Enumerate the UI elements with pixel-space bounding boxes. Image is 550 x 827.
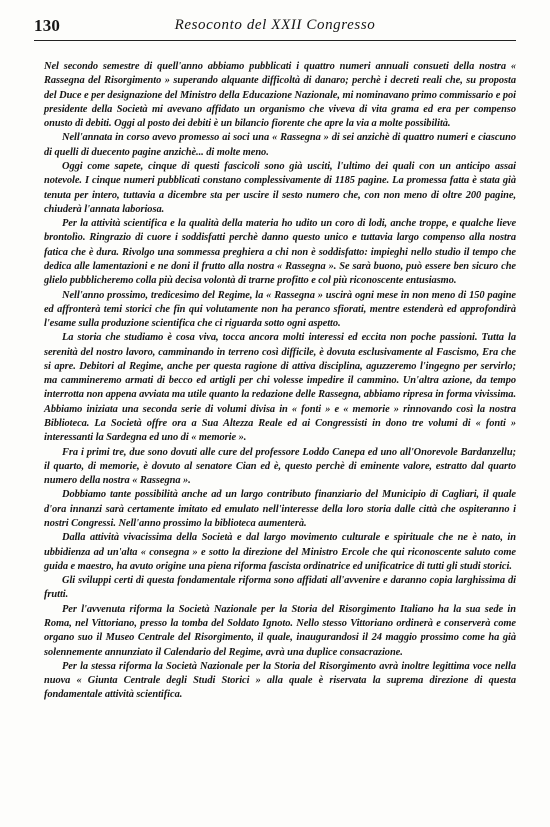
- paragraph: Per la stessa riforma la Società Nazionale per la Storia del Risorgimento avrà inoltre legittima voce nella nuova « Giunta Centrale degli Studi Storici » alla quale è riservata la suprema direzione di questa fondamentale attività scientifica.: [44, 660, 516, 701]
- running-title: Resoconto del XXII Congresso: [174, 17, 376, 33]
- paragraph: La storia che studiamo è cosa viva, tocca ancora molti interessi ed eccita non poche passioni. Tutta la serenità del nostro lavoro, camminando in terreno così difficile, è dovuta esclusivamente al Fascismo, Era che si apre. Debitori al Regime, anche per questa ragione di attiva disciplina, aguzzeremo l'ingegno per servirlo; ma cammineremo armati di becco ed artigli per chi volesse impedire il cammino. Un'altra azione, da tempo interrotta non appena avviata ma utile quanto la redazione delle Rassegna, abbiamo ripresa in forma vivissima. Abbiamo iniziata una seconda serie di volumi divisa in « fonti » e « memorie » rinnovando così la nostra Biblioteca. La Società offre ora a Sua Altezza Reale ed ai Congressisti in dono tre volumi di « fonti » interessanti la Sardegna ed uno di « memorie ».: [44, 332, 516, 444]
- page-header: [34, 16, 516, 41]
- paragraph: Nell'anno prossimo, tredicesimo del Regime, la « Rassegna » uscirà ogni mese in non meno di 150 pagine ed affronterà temi storici che fin qui volutamente non ha peranco sfiorati, mentre estenderà ed approfondirà l'esame sulla produzione scientifica che ci riguarda sotto ogni aspetto.: [44, 289, 516, 330]
- page-number: 130: [34, 16, 61, 35]
- paragraph: Gli sviluppi certi di questa fondamentale riforma sono affidati all'avvenire e daranno copia larghissima di frutti.: [44, 575, 516, 601]
- paragraph: Fra i primi tre, due sono dovuti alle cure del professore Loddo Canepa ed uno all'Onorevole Bardanzellu; il quarto, di memorie, è dovuto al senatore Cian ed è, questo perchè di eminente valore, estratto dal quarto numero della nostra « Rassegna ».: [44, 446, 516, 487]
- body-text: [44, 60, 516, 821]
- paragraph: Nell'annata in corso avevo promesso ai soci una « Rassegna » di sei anzichè di quattro numeri e ciascuno di quelli di duecento pagine anzichè... di molte meno.: [44, 132, 516, 158]
- paragraph: Dalla attività vivacissima della Società e dal largo movimento culturale e spirituale che ne è nato, in ubbidienza ad un'alta « consegna » e sotto la direzione del Ministro Ercole che qui riconoscente saluto come guida e maestro, ha avuto origine una piena riforma fascista ordinatrice ed unificatrice di tutti gli studi storici.: [44, 532, 516, 572]
- paragraph: Nel secondo semestre di quell'anno abbiamo pubblicati i quattro numeri annuali consueti della nostra « Rassegna del Risorgimento » superando alquante difficoltà di danaro; perchè i decreti reali che, su proposta del Duce e per designazione del Ministro della Educazione Nazionale, mi nominavano primo commissario e poi presidente della Società mi avevano affidato un organismo che viveva di vita grama ed era per compenso onusto di debiti. Oggi al posto dei debiti è un bilancio fiorente che apre la via a molte possibilità.: [44, 61, 516, 130]
- paragraph: Dobbiamo tante possibilità anche ad un largo contributo finanziario del Municipio di Cagliari, il quale d'ora innanzi sarà certamente imitato ed emulato nell'interesse della loro storia dalle città che ospiteranno i nostri Congressi. Nell'anno prossimo la biblioteca aumenterà.: [44, 489, 516, 529]
- paragraph: Per l'avvenuta riforma la Società Nazionale per la Storia del Risorgimento Italiano ha la sua sede in Roma, nel Vittoriano, presso la tomba del Soldato Ignoto. Nello stesso Vittoriano ordinerà e conserverà come organo suo il Museo Centrale del Risorgimento, il quale, inaugurandosi il 24 maggio prossimo come ha già solennemente annunziato il Calendario del Regime, avrà una duplice consacrazione.: [44, 603, 516, 658]
- paragraph: Per la attività scientifica e la qualità della materia ho udito un coro di lodi, anche troppe, e qualche lieve brontolìo. Ringrazio di cuore i soddisfatti perchè danno questo unico e tuttavia largo compenso alla nostra fatica che è dura. Rivolgo una sommessa preghiera a chi non è soddisfatto: impieghi nello studio il tempo che dedica alle lamentazioni e ne doni il frutto alla nostra « Rassegna ». Se sarà buono, può essere ben sicuro che glielo pubblicheremo colla più decisa volontà di trarne profitto e col più riconoscente entusiasmo.: [44, 218, 516, 287]
- paragraph: Oggi come sapete, cinque di questi fascicoli sono già usciti, l'ultimo dei quali con un anticipo assai notevole. I cinque numeri pubblicati constano complessivamente di 1185 pagine. La promessa fatta è stata già tenuta per intero, tuttavia a dicembre sta per uscire il sesto numero che, con non meno di oltre 200 pagine, chiuderà l'annata laboriosa.: [44, 160, 516, 215]
